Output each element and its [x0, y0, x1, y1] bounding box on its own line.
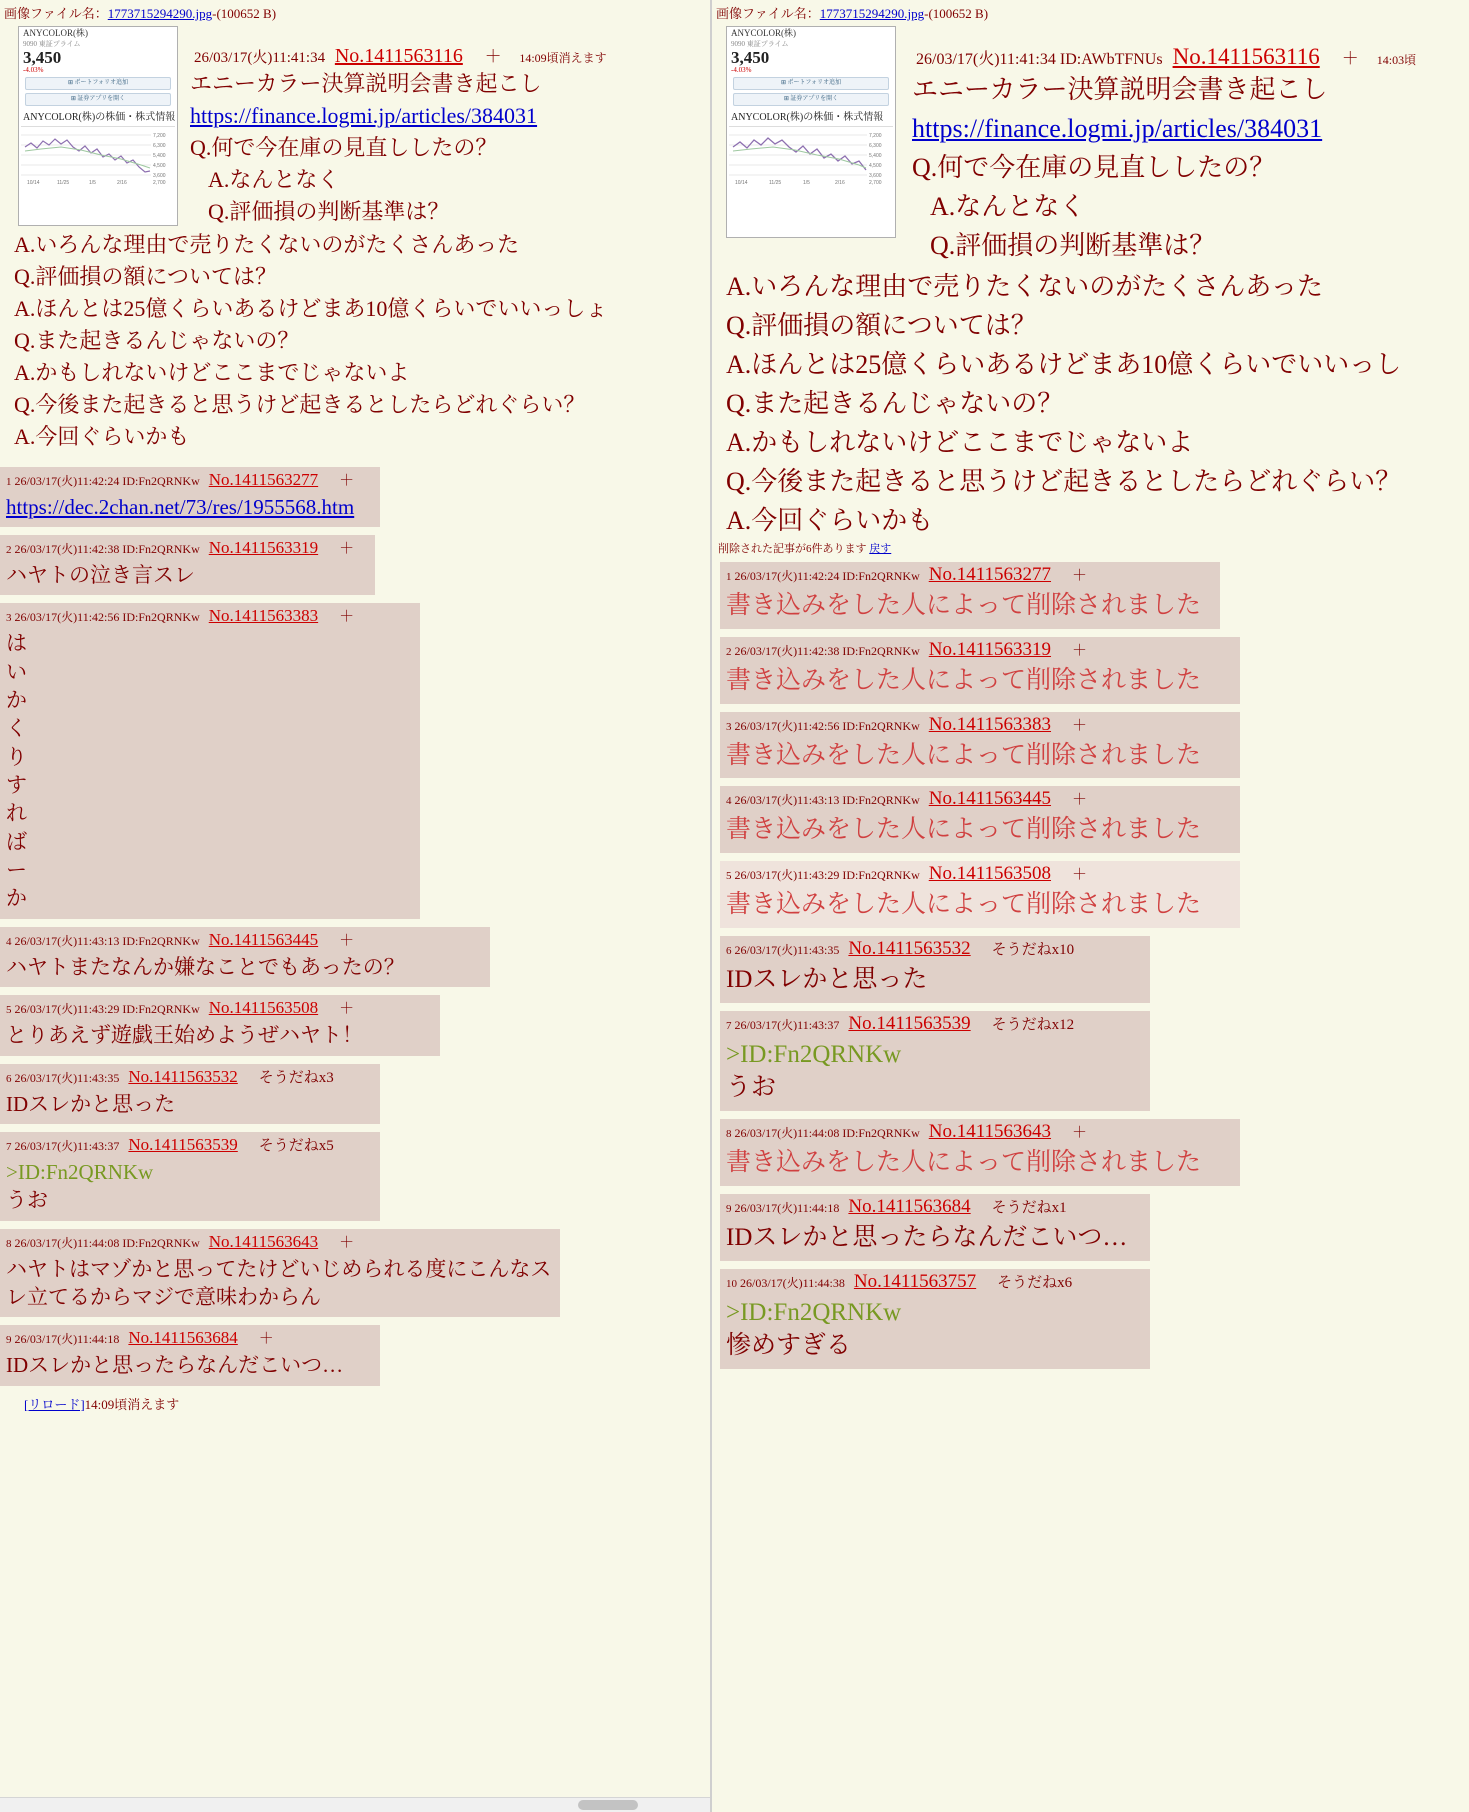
svg-text:7,200: 7,200: [869, 133, 882, 140]
reply-index: 9: [6, 1334, 12, 1347]
sodane-counter[interactable]: そうだねx1: [991, 1199, 1067, 1216]
thumb-company-name: ANYCOLOR(株): [731, 28, 796, 38]
vert-char: か: [6, 688, 27, 713]
reply-index: 4: [726, 795, 732, 808]
reply-userid: ID:Fn2QRNKw: [122, 1002, 200, 1017]
reply-quote: >ID:Fn2QRNKw: [726, 1298, 902, 1326]
svg-text:11/25: 11/25: [57, 180, 70, 186]
svg-text:1/5: 1/5: [89, 180, 96, 186]
thumb-price: 3,450: [23, 47, 62, 67]
reply-userid: ID:Fn2QRNKw: [842, 643, 920, 658]
reply-datetime: 26/03/17(火)11:42:56: [734, 718, 840, 733]
op-body-top: [912, 70, 1469, 265]
reply-resno[interactable]: No.1411563539: [128, 1134, 238, 1154]
reply-body: [726, 1293, 1144, 1364]
reply-item[interactable]: [0, 927, 490, 987]
op-datetime: 26/03/17(火)11:41:34: [194, 50, 326, 66]
op-resno[interactable]: No.1411563116: [1172, 44, 1320, 69]
file-info-line: [0, 0, 710, 22]
reply-expand-button[interactable]: ＋: [1072, 717, 1088, 734]
file-name-link[interactable]: 1773715294290.jpg: [819, 6, 925, 21]
svg-text:11/25: 11/25: [769, 180, 782, 186]
svg-text:7,200: 7,200: [153, 133, 166, 140]
reply-index: 2: [6, 544, 12, 557]
vert-char: い: [6, 659, 27, 684]
reply-index: 5: [6, 1004, 12, 1017]
op-body-rest: [0, 227, 710, 452]
thumb-app-button[interactable]: ⊞ 証券アプリを開く: [733, 93, 889, 106]
sodane-counter[interactable]: そうだねx5: [258, 1137, 334, 1154]
reply-index: 5: [726, 870, 732, 882]
thumb-change: -4.03%: [23, 65, 44, 74]
reply-expand-button[interactable]: ＋: [339, 1001, 355, 1018]
reply-body: 書き込みをした人によって削除されました: [726, 666, 1202, 694]
op-qa-5: A.ほんとは25億くらいあるけどまあ10億くらいでいいっしょ: [14, 296, 608, 322]
op-body-rest: [712, 265, 1469, 540]
op-qa-0: Q.何で今在庫の見直ししたの？: [912, 153, 1276, 182]
svg-text:5,400: 5,400: [153, 153, 166, 160]
thumb-price: 3,450: [731, 47, 770, 67]
reply-expand-button[interactable]: ＋: [339, 541, 355, 558]
reply-header: [726, 938, 1144, 960]
reply-datetime: 26/03/17(火)11:43:13: [14, 933, 120, 948]
op-qa-4: Q.評価損の額については？: [726, 311, 1037, 340]
reply-index: 6: [726, 944, 732, 957]
thumb-stock-chart: [729, 126, 893, 185]
file-size: -(100652 B): [924, 6, 989, 21]
reply-quote: >ID:Fn2QRNKw: [6, 1159, 154, 1184]
reply-header: [726, 639, 1234, 661]
thumb-market: 9090 東証プライム: [23, 39, 81, 48]
horizontal-scrollbar[interactable]: [0, 1797, 712, 1812]
reply-userid: ID:Fn2QRNKw: [122, 933, 200, 948]
reply-index: 7: [726, 1019, 732, 1032]
reply-body: [6, 490, 374, 521]
reply-datetime: 26/03/17(火)11:42:56: [14, 610, 120, 625]
reply-item[interactable]: [0, 1064, 380, 1124]
svg-text:10/14: 10/14: [735, 180, 748, 186]
reply-header: [726, 863, 1234, 885]
op-title-line: エニーカラー決算説明会書き起こし: [190, 71, 542, 96]
thumb-stock-chart: [21, 126, 175, 185]
reply-datetime: 26/03/17(火)11:43:29: [734, 868, 840, 882]
op-qa-2: Q.評価損の判断基準は？: [930, 231, 1216, 260]
reply-datetime: 26/03/17(火)11:44:18: [734, 1200, 840, 1215]
reply-expand-button[interactable]: ＋: [1072, 642, 1088, 659]
reply-resno[interactable]: No.1411563277: [208, 469, 319, 489]
thumb-market: 9090 東証プライム: [731, 39, 789, 48]
op-qa-1: A.なんとなく: [208, 166, 340, 192]
vert-char: は: [6, 631, 27, 656]
reply-body: とりあえず遊戯王始めようぜハヤト！: [6, 1023, 363, 1048]
reply-datetime: 26/03/17(火)11:43:37: [734, 1017, 840, 1032]
reply-body: ハヤトはマゾかと思ってたけどいじめられる度にこんなスレ立てるからマジで意味わからん: [6, 1256, 552, 1309]
svg-text:2/16: 2/16: [117, 180, 127, 186]
reply-expand-button[interactable]: ＋: [1072, 867, 1088, 883]
reply-link[interactable]: https://dec.2chan.net/73/res/1955568.htm: [6, 494, 355, 519]
op-qa-7: A.かもしれないけどここまでじゃないよ: [726, 428, 1194, 457]
reply-index: 10: [726, 1277, 737, 1290]
op-qa-3: A.いろんな理由で売りたくないのがたくさんあった: [14, 232, 520, 258]
reply-index: 9: [726, 1202, 732, 1215]
reply-expand-button[interactable]: ＋: [258, 1331, 274, 1348]
reply-datetime: 26/03/17(火)11:43:35: [14, 1070, 120, 1085]
vert-char: か: [6, 886, 27, 911]
reply-expand-button[interactable]: ＋: [339, 609, 355, 626]
op-userid: ID:AWbTFNUs: [1059, 51, 1163, 68]
reply-resno[interactable]: No.1411563445: [928, 788, 1052, 810]
op-thumbnail-image[interactable]: [726, 26, 896, 238]
reply-resno[interactable]: No.1411563277: [928, 564, 1052, 585]
reply-header: [726, 1121, 1234, 1143]
reply-resno[interactable]: No.1411563532: [848, 937, 971, 959]
reply-item[interactable]: [720, 562, 1220, 629]
reply-header: [726, 1196, 1144, 1218]
reply-userid: ID:Fn2QRNKw: [842, 718, 920, 733]
reply-body: [726, 1035, 1144, 1106]
op-qa-4: Q.評価損の額については？: [14, 264, 277, 290]
vert-char: く: [6, 716, 27, 741]
reply-header: [6, 1134, 374, 1155]
reply-body: IDスレかと思ったらなんだこいつ…: [726, 1223, 1128, 1251]
svg-text:4,500: 4,500: [869, 163, 882, 170]
reply-body: 書き込みをした人によって削除されました: [726, 1149, 1202, 1176]
reply-datetime: 26/03/17(火)11:43:29: [14, 1002, 120, 1017]
thumb-headline: ANYCOLOR(株)の株価・株式情報: [23, 111, 176, 123]
reply-header: [6, 469, 374, 490]
reply-resno[interactable]: No.1411563445: [208, 929, 319, 949]
reply-datetime: 26/03/17(火)11:43:37: [14, 1138, 120, 1153]
reply-datetime: 26/03/17(火)11:44:08: [14, 1235, 120, 1250]
scrollbar-thumb[interactable]: [578, 1800, 638, 1810]
reply-text: うお: [726, 1074, 777, 1102]
op-qa-9: A.今回ぐらいかも: [726, 506, 934, 535]
reply-body: IDスレかと思った: [726, 965, 928, 993]
vert-char: ば: [6, 829, 27, 854]
file-info-line: [712, 0, 1469, 22]
reply-header: [6, 997, 434, 1018]
reply-datetime: 26/03/17(火)11:42:24: [734, 569, 840, 583]
reply-header: [6, 1066, 374, 1087]
reply-body: [6, 626, 414, 912]
reply-item[interactable]: [720, 637, 1240, 704]
reply-item[interactable]: [0, 1132, 380, 1221]
op-header: [190, 42, 710, 68]
op-qa-5: A.ほんとは25億くらいあるけどまあ10億くらいでいいっし: [726, 350, 1402, 379]
op-body-top: [190, 68, 710, 227]
reply-expand-button[interactable]: ＋: [339, 932, 355, 949]
footer-expire: 14:09頃消えます: [84, 1396, 180, 1412]
op-qa-9: A.今回ぐらいかも: [14, 423, 190, 449]
op-qa-2: Q.評価損の判断基準は？: [208, 198, 450, 224]
reply-header: [726, 564, 1214, 586]
svg-text:3,600: 3,600: [869, 173, 882, 180]
vert-char: す: [6, 773, 27, 798]
deleted-note-text: 削除された記事が6件あります: [718, 543, 867, 555]
op-qa-1: A.なんとなく: [930, 192, 1086, 221]
reply-header: [726, 714, 1234, 736]
reply-item[interactable]: [720, 786, 1240, 853]
sodane-counter[interactable]: そうだねx3: [258, 1069, 334, 1086]
file-size: -(100652 B): [212, 6, 277, 21]
reply-expand-button[interactable]: ＋: [339, 472, 355, 489]
reply-item[interactable]: [0, 603, 420, 918]
op-qa-3: A.いろんな理由で売りたくないのがたくさんあった: [726, 272, 1324, 301]
reply-index: 7: [6, 1140, 12, 1153]
reply-resno[interactable]: No.1411563508: [928, 863, 1052, 884]
reply-resno[interactable]: No.1411563684: [128, 1328, 238, 1348]
vert-char: ー: [6, 858, 27, 883]
reply-header: [726, 1271, 1144, 1293]
reply-resno[interactable]: No.1411563643: [928, 1121, 1052, 1142]
reply-body: IDスレかと思ったらなんだこいつ…: [6, 1353, 344, 1378]
reply-index: 8: [6, 1237, 12, 1250]
reply-userid: ID:Fn2QRNKw: [122, 473, 200, 488]
left-pane: [0, 0, 712, 1812]
reply-resno[interactable]: No.1411563643: [208, 1231, 319, 1251]
sodane-counter[interactable]: そうだねx12: [991, 1016, 1075, 1033]
vert-char: り: [6, 744, 27, 769]
reply-resno[interactable]: No.1411563319: [928, 638, 1052, 660]
op-expand-button[interactable]: ＋: [484, 47, 502, 66]
op-qa-6: Q.また起きるんじゃないの？: [14, 328, 300, 354]
op-expand-button[interactable]: ＋: [1341, 49, 1359, 68]
svg-text:3,600: 3,600: [153, 173, 166, 180]
reply-header: [6, 1231, 554, 1252]
reply-body: IDスレかと思った: [6, 1091, 176, 1116]
svg-text:1/5: 1/5: [803, 180, 810, 186]
svg-text:6,300: 6,300: [869, 143, 882, 150]
reply-resno[interactable]: No.1411563684: [848, 1195, 971, 1217]
op-resno[interactable]: No.1411563116: [334, 45, 463, 67]
reply-resno[interactable]: No.1411563319: [208, 538, 319, 558]
reload-link[interactable]: [リロード]: [24, 1396, 85, 1412]
op-qa-8: Q.今後また起きると思うけど起きるとしたらどれぐらい？: [726, 467, 1402, 496]
svg-text:5,400: 5,400: [869, 153, 882, 160]
op-expire-note: 14:03頃: [1376, 53, 1417, 67]
sodane-counter[interactable]: そうだねx6: [997, 1274, 1073, 1291]
thumb-portfolio-button[interactable]: ⊞ ポートフォリオ追加: [25, 77, 171, 90]
reply-header: [6, 537, 369, 558]
reply-userid: ID:Fn2QRNKw: [842, 868, 920, 882]
reply-userid: ID:Fn2QRNKw: [842, 793, 920, 808]
reply-userid: ID:Fn2QRNKw: [122, 610, 200, 625]
reply-datetime: 26/03/17(火)11:44:38: [740, 1275, 845, 1290]
reply-body: [6, 1155, 374, 1215]
reply-header: [6, 605, 414, 626]
reply-index: 3: [726, 720, 732, 733]
reply-index: 6: [6, 1072, 12, 1085]
reply-item[interactable]: [720, 936, 1150, 1003]
thumb-app-button[interactable]: ⊞ 証券アプリを開く: [25, 93, 171, 106]
reply-resno[interactable]: No.1411563539: [848, 1012, 971, 1034]
file-label: 画像ファイル名：: [716, 6, 820, 21]
page-footer: [0, 1394, 710, 1413]
reply-item[interactable]: [720, 1269, 1150, 1370]
file-label: 画像ファイル名：: [4, 6, 108, 21]
reply-index: 1: [726, 571, 732, 583]
reply-datetime: 26/03/17(火)11:44:18: [14, 1332, 120, 1347]
svg-text:4,500: 4,500: [153, 163, 166, 170]
thumb-portfolio-button[interactable]: ⊞ ポートフォリオ追加: [733, 77, 889, 90]
reply-body: 書き込みをした人によって削除されました: [726, 592, 1202, 619]
reply-header: [726, 788, 1234, 810]
reply-item[interactable]: [720, 712, 1240, 779]
reply-expand-button[interactable]: ＋: [1072, 792, 1088, 809]
thumb-headline: ANYCOLOR(株)の株価・株式情報: [731, 111, 884, 123]
svg-text:6,300: 6,300: [153, 143, 166, 150]
thumb-company-name: ANYCOLOR(株): [23, 28, 88, 38]
reply-item[interactable]: [0, 1229, 560, 1318]
reply-body: 書き込みをした人によって削除されました: [726, 741, 1202, 769]
reply-resno[interactable]: No.1411563383: [928, 713, 1052, 735]
reply-body: 書き込みをした人によって削除されました: [726, 891, 1202, 918]
thumb-change: -4.03%: [731, 65, 752, 74]
svg-text:2/16: 2/16: [835, 180, 845, 186]
op-qa-8: Q.今後また起きると思うけど起きるとしたらどれぐらい？: [14, 391, 586, 417]
reply-quote: >ID:Fn2QRNKw: [726, 1040, 902, 1068]
reply-userid: ID:Fn2QRNKw: [122, 1235, 200, 1250]
op-qa-6: Q.また起きるんじゃないの？: [726, 389, 1064, 418]
right-pane: [712, 0, 1469, 1812]
svg-text:2,700: 2,700: [869, 180, 882, 186]
reply-item[interactable]: [0, 467, 380, 527]
op-qa-7: A.かもしれないけどここまでじゃないよ: [14, 360, 410, 386]
reply-text: うお: [6, 1188, 48, 1213]
reply-expand-button[interactable]: ＋: [339, 1234, 355, 1251]
reply-userid: ID:Fn2QRNKw: [842, 569, 920, 583]
reply-item[interactable]: [720, 1119, 1240, 1186]
reply-index: 4: [6, 935, 12, 948]
vert-char: れ: [6, 801, 27, 826]
reply-header: [6, 929, 484, 950]
op-source-link[interactable]: https://finance.logmi.jp/articles/384031: [190, 102, 538, 128]
reply-item[interactable]: [720, 1011, 1150, 1112]
svg-text:2,700: 2,700: [153, 180, 166, 186]
reply-item[interactable]: [0, 1325, 380, 1385]
reply-datetime: 26/03/17(火)11:42:24: [14, 473, 120, 488]
reply-expand-button[interactable]: ＋: [1072, 1125, 1088, 1141]
op-header: [912, 44, 1469, 70]
restore-deleted-link[interactable]: 戻す: [869, 543, 892, 555]
svg-text:10/14: 10/14: [27, 180, 40, 186]
op-datetime: 26/03/17(火)11:41:34: [916, 51, 1056, 68]
reply-header: [726, 1013, 1144, 1035]
reply-datetime: 26/03/17(火)11:42:38: [734, 643, 840, 658]
reply-item[interactable]: [720, 861, 1240, 928]
op-source-link[interactable]: https://finance.logmi.jp/articles/384031: [912, 114, 1323, 143]
reply-datetime: 26/03/17(火)11:42:38: [14, 542, 120, 557]
reply-body: ハヤトの泣き言スレ: [6, 563, 195, 588]
op-title-line: エニーカラー決算説明会書き起こし: [912, 75, 1328, 104]
reply-resno[interactable]: No.1411563532: [128, 1066, 238, 1086]
sodane-counter[interactable]: そうだねx10: [991, 941, 1075, 958]
reply-userid: ID:Fn2QRNKw: [122, 542, 200, 557]
reply-datetime: 26/03/17(火)11:44:08: [734, 1126, 840, 1140]
reply-expand-button[interactable]: ＋: [1072, 568, 1088, 584]
reply-item[interactable]: [0, 995, 440, 1055]
reply-header: [6, 1327, 374, 1348]
reply-index: 8: [726, 1128, 732, 1140]
reply-body: 書き込みをした人によって削除されました: [726, 816, 1202, 844]
reply-text: 惨めすぎる: [726, 1332, 852, 1360]
reply-resno[interactable]: No.1411563383: [208, 606, 319, 626]
op-thumbnail-image[interactable]: [18, 26, 178, 226]
reply-item[interactable]: [720, 1194, 1150, 1261]
file-name-link[interactable]: 1773715294290.jpg: [107, 6, 213, 21]
reply-index: 1: [6, 475, 12, 488]
reply-userid: ID:Fn2QRNKw: [842, 1126, 920, 1140]
reply-index: 3: [6, 612, 12, 625]
reply-index: 2: [726, 645, 732, 658]
reply-datetime: 26/03/17(火)11:43:35: [734, 942, 840, 957]
reply-resno[interactable]: No.1411563508: [208, 998, 319, 1018]
reply-datetime: 26/03/17(火)11:43:13: [734, 793, 840, 808]
reply-body: ハヤトまたなんか嫌なことでもあったの？: [6, 954, 405, 979]
op-expire-note: 14:09頃消えます: [519, 51, 607, 65]
reply-resno[interactable]: No.1411563757: [853, 1270, 977, 1292]
op-qa-0: Q.何で今在庫の見直ししたの？: [190, 134, 498, 160]
reply-item[interactable]: [0, 535, 375, 595]
deleted-posts-note: [712, 540, 1469, 556]
